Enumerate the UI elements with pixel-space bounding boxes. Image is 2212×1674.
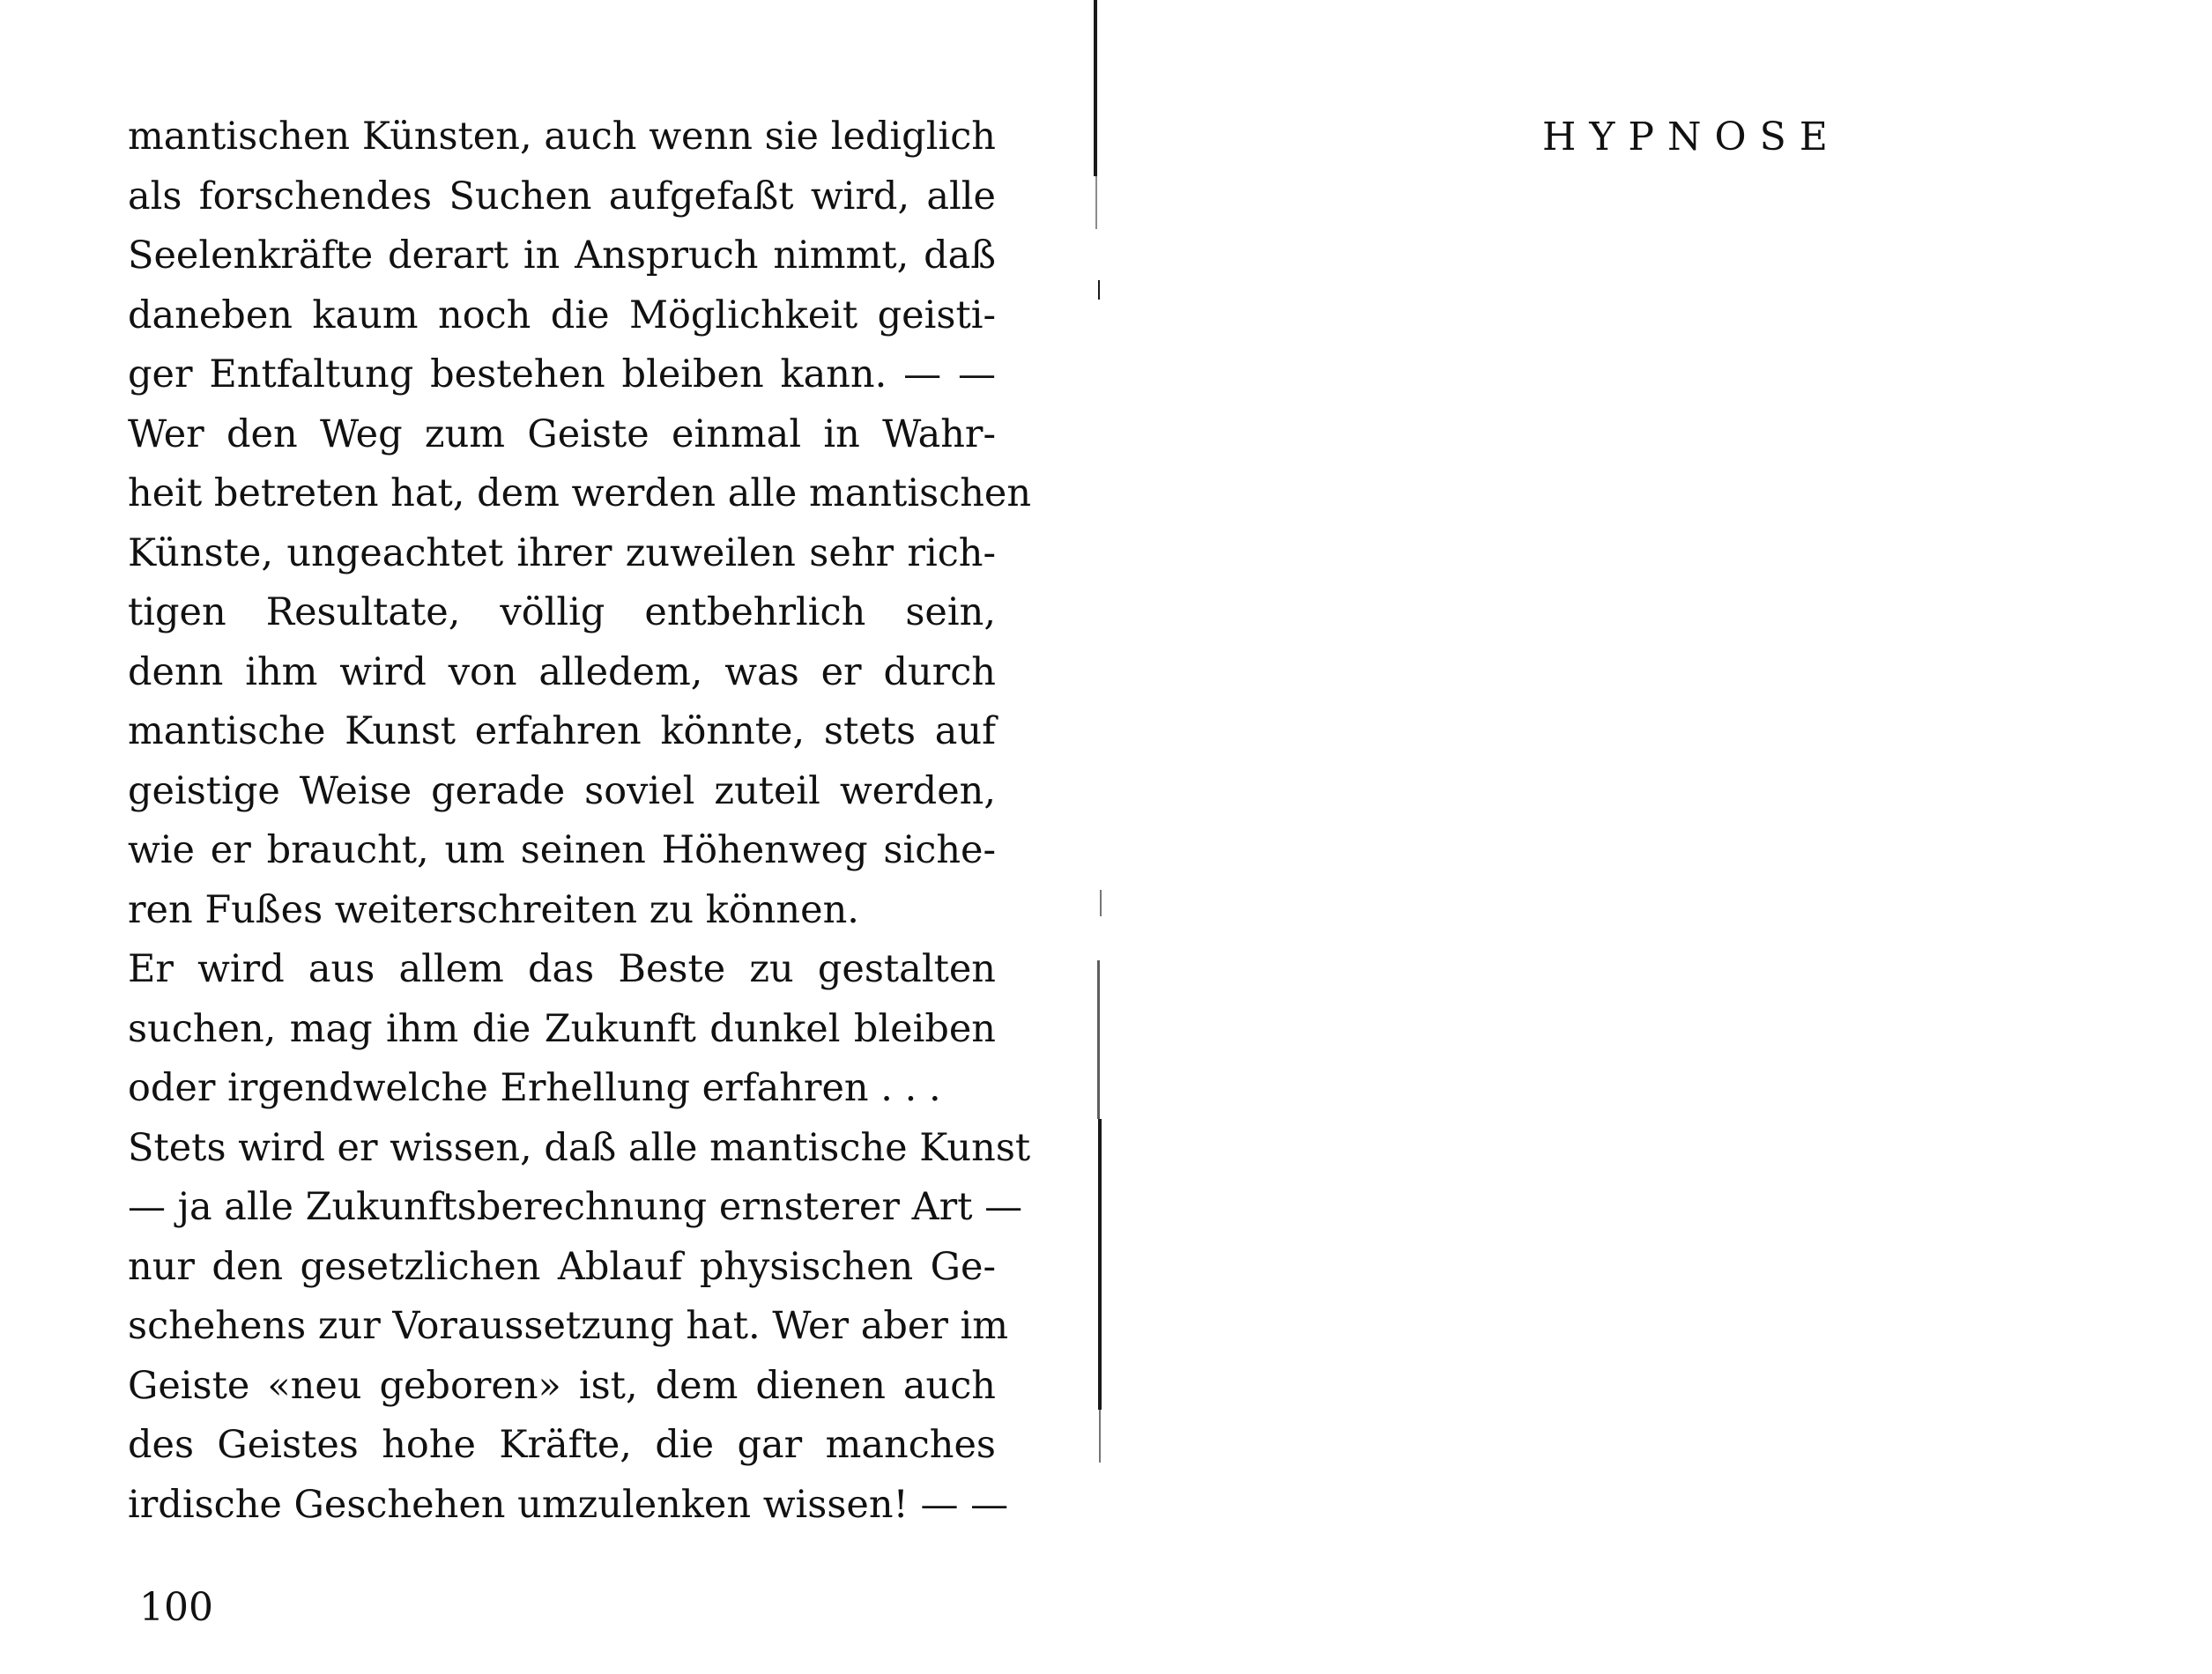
gutter-shadow-mark — [1100, 890, 1102, 916]
text-line: geistige Weise gerade soviel zuteil werden, — [128, 768, 996, 813]
text-line: heit betreten hat, dem werden alle mantischen — [128, 471, 1032, 515]
text-line: oder irgendwelche Erhellung erfahren . . . — [128, 1066, 941, 1110]
text-line: denn ihm wird von alledem, was er durch — [128, 649, 996, 694]
gutter-shadow-mark — [1098, 1119, 1102, 1410]
page-number: 100 — [139, 1585, 213, 1630]
gutter-shadow-mark — [1095, 176, 1097, 229]
text-line: tigen Resultate, völlig entbehrlich sein, — [128, 590, 996, 634]
text-line: ger Entfaltung bestehen bleiben kann. — — — [128, 352, 996, 396]
text-line: ren Fußes weiterschreiten zu können. — [128, 887, 859, 932]
text-line: Stets wird er wissen, daß alle mantische Kunst — [128, 1125, 1031, 1170]
text-line: mantischen Künsten, auch wenn sie lediglich — [128, 115, 996, 159]
text-line: daneben kaum noch die Möglichkeit geisti- — [128, 293, 996, 337]
text-line: als forschendes Suchen aufgefaßt wird, alle — [128, 174, 996, 219]
gutter-shadow-mark — [1094, 0, 1097, 176]
right-page — [1110, 0, 2212, 1674]
text-line: wie er braucht, um seinen Höhenweg siche- — [128, 828, 996, 872]
text-line: Künste, ungeachtet ihrer zuweilen sehr rich- — [128, 530, 996, 575]
body-text — [128, 107, 1032, 1535]
gutter-shadow-mark — [1098, 280, 1100, 300]
text-line: Er wird aus allem das Beste zu gestalten — [128, 947, 996, 991]
running-head: HYPNOSE — [1542, 115, 1841, 159]
text-line: mantische Kunst erfahren könnte, stets auf — [128, 709, 996, 753]
text-line: des Geistes hohe Kräfte, die gar manches — [128, 1423, 996, 1467]
left-page — [0, 0, 1097, 1674]
text-line: schehens zur Voraussetzung hat. Wer aber im — [128, 1304, 1009, 1348]
text-line: — ja alle Zukunftsberechnung ernsterer Art — — [128, 1185, 1023, 1229]
text-line: suchen, mag ihm die Zukunft dunkel bleiben — [128, 1006, 996, 1051]
text-line: Seelenkräfte derart in Anspruch nimmt, daß — [128, 233, 996, 278]
text-line: Wer den Weg zum Geiste einmal in Wahr- — [128, 411, 996, 456]
text-line: Geiste «neu geboren» ist, dem dienen auch — [128, 1363, 996, 1408]
text-line: nur den gesetzlichen Ablauf physischen Ge- — [128, 1244, 996, 1289]
text-line: irdische Geschehen umzulenken wissen! — — — [128, 1482, 1009, 1527]
gutter-shadow-mark — [1099, 1410, 1101, 1463]
gutter-shadow-mark — [1097, 960, 1100, 1119]
